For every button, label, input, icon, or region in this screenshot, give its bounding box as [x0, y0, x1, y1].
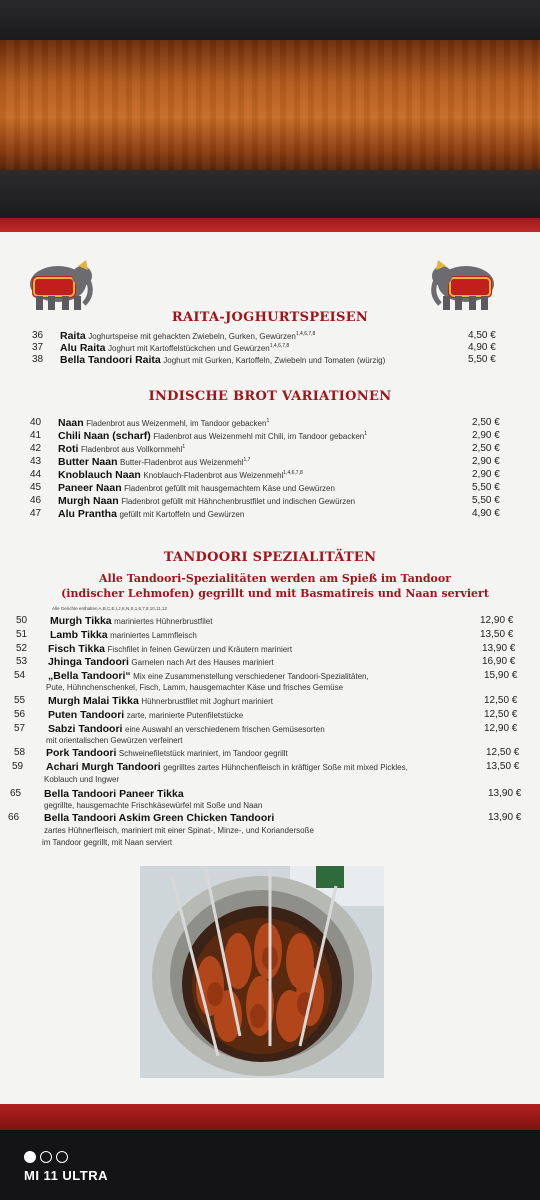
- menu-item: [0, 788, 540, 802]
- section-subtitle-line1: Alle Tandoori-Spezialitäten werden am Spieß im Tandoor: [99, 572, 451, 585]
- menu-binder-edge: [0, 170, 540, 220]
- item-number: 66: [8, 812, 20, 823]
- item-name: Knoblauch Naan: [58, 469, 141, 481]
- item-description: Joghurtspeise mit gehackten Zwiebeln, Gurken, Gewürzen: [88, 332, 296, 341]
- tandoor-oven-photo: [140, 866, 384, 1078]
- item-number: 37: [32, 342, 44, 353]
- menu-item: [0, 469, 540, 483]
- allergen-marker: 1,4,6,7,8: [283, 470, 303, 476]
- allergen-marker: 1: [266, 418, 270, 424]
- item-price: 2,50 €: [472, 417, 500, 428]
- item-description: Fischfilet in feinen Gewürzen und Kräutern mariniert: [107, 645, 293, 654]
- menu-item: [0, 482, 540, 496]
- item-description-line2: mit orientalischen Gewürzen verfeinert: [46, 736, 183, 745]
- section-title-tandoori: TANDOORI SPEZIALITÄTEN: [163, 550, 377, 565]
- menu-item: [0, 761, 540, 775]
- item-number: 53: [16, 656, 28, 667]
- item-price: 12,50 €: [484, 695, 518, 706]
- item-name: Naan: [58, 417, 84, 429]
- item-description: eine Auswahl an verschiedenem frischen Gemüsesorten: [125, 725, 325, 734]
- item-description: zarte, marinierte Putenfiletstücke: [126, 711, 244, 720]
- item-description: Joghurt mit Gurken, Kartoffeln, Zwiebeln und Tomaten (würzig): [163, 356, 386, 365]
- item-price: 4,50 €: [468, 330, 496, 341]
- item-number: 50: [16, 615, 28, 626]
- elephant-right-icon: [430, 256, 502, 314]
- menu-item: [0, 670, 540, 684]
- item-description: Hühnerbrustfilet mit Joghurt mariniert: [141, 697, 273, 706]
- item-name: Puten Tandoori: [48, 709, 125, 721]
- item-description: Butter-Fladenbrot aus Weizenmehl: [120, 458, 244, 467]
- binder-bottom: [0, 1130, 540, 1200]
- item-name: Paneer Naan: [58, 482, 122, 494]
- item-description: Fladenbrot gefüllt mit hausgemachtem Käse und Gewürzen: [124, 484, 335, 493]
- item-number: 45: [30, 482, 42, 493]
- item-price: 12,50 €: [486, 747, 520, 758]
- item-description: Joghurt mit Kartoffelstückchen und Gewürzen: [108, 344, 270, 353]
- item-number: 52: [16, 643, 28, 654]
- item-name: Bella Tandoori Askim Green Chicken Tandoori: [44, 812, 275, 824]
- item-price: 13,50 €: [480, 629, 514, 640]
- tandoor-chicken-image: [140, 866, 384, 1078]
- item-price: 4,90 €: [468, 342, 496, 353]
- item-description: Fladenbrot gefüllt mit Hähnchenbrustfilet und indischen Gewürzen: [121, 497, 356, 506]
- item-number: 38: [32, 354, 44, 365]
- item-price: 2,90 €: [472, 430, 500, 441]
- allergen-marker: 1,4,6,7,8: [295, 331, 316, 337]
- item-description-line2: Pute, Hühnchenschenkel, Fisch, Lamm, hausgemachter Käse und frisches Gemüse: [46, 683, 344, 692]
- dot-icon: [40, 1151, 52, 1163]
- menu-item: [0, 417, 540, 431]
- item-price: 5,50 €: [472, 482, 500, 493]
- item-name: Roti: [58, 443, 79, 455]
- item-name: Lamb Tikka: [50, 629, 108, 641]
- menu-item: [0, 443, 540, 457]
- item-number: 47: [30, 508, 42, 519]
- item-description: Garnelen nach Art des Hauses mariniert: [131, 658, 274, 667]
- item-number: 65: [10, 788, 22, 799]
- menu-item: [0, 629, 540, 643]
- item-number: 43: [30, 456, 42, 467]
- allergen-marker: 1: [182, 444, 186, 450]
- item-price: 13,90 €: [482, 643, 516, 654]
- item-name: „Bella Tandoori“: [48, 670, 131, 682]
- item-description-line2: gegrillte, hausgemachte Frischkäsewürfel mit Soße und Naan: [44, 801, 263, 810]
- item-name: Fisch Tikka: [48, 643, 106, 655]
- item-price: 13,50 €: [486, 761, 520, 772]
- item-number: 36: [32, 330, 44, 341]
- menu-item: [0, 695, 540, 709]
- item-name: Achari Murgh Tandoori: [46, 761, 161, 773]
- allergen-marker: 1,4,6,7,8: [269, 343, 290, 349]
- item-price: 13,90 €: [488, 788, 522, 799]
- menu-item: [0, 456, 540, 470]
- allergen-marker: 1: [364, 431, 367, 437]
- item-description: Schweinefiletstück mariniert, im Tandoor gegrillt: [118, 749, 288, 758]
- item-number: 54: [14, 670, 26, 681]
- item-price: 12,90 €: [484, 723, 518, 734]
- item-name: Bella Tandoori Raita: [60, 354, 161, 366]
- sheet-border-top: [0, 218, 540, 232]
- menu-item: [0, 723, 540, 737]
- item-description: mariniertes Lammfleisch: [110, 631, 197, 640]
- item-number: 46: [30, 495, 42, 506]
- item-name: Butter Naan: [58, 456, 118, 468]
- item-description: Knoblauch-Fladenbrot aus Weizenmehl: [143, 471, 284, 480]
- item-description-line2: Koblauch und Ingwer: [44, 775, 120, 784]
- camera-watermark-dots: [24, 1150, 72, 1168]
- item-name: Sabzi Tandoori: [48, 723, 123, 735]
- item-number: 58: [14, 747, 26, 758]
- item-number: 56: [14, 709, 26, 720]
- item-number: 41: [30, 430, 42, 441]
- menu-item: [0, 354, 540, 368]
- allergen-note: Alle Gerichte enthalten A,B,C,E,I,J,K,N,S,1,6,7,8,10,11,12: [52, 606, 167, 611]
- camera-watermark-brand: MI 11 ULTRA: [24, 1168, 108, 1183]
- item-price: 4,90 €: [472, 508, 500, 519]
- item-name: Jhinga Tandoori: [48, 656, 129, 668]
- item-name: Alu Raita: [60, 342, 106, 354]
- item-price: 12,50 €: [484, 709, 518, 720]
- item-name: Murgh Naan: [58, 495, 119, 507]
- item-name: Pork Tandoori: [46, 747, 117, 759]
- item-price: 2,50 €: [472, 443, 500, 454]
- item-number: 40: [30, 417, 42, 428]
- menu-item: [0, 812, 540, 826]
- item-description: Mix eine Zusammenstellung verschiedener Tandoori-Spezialitäten,: [133, 672, 369, 681]
- elephant-left-icon: [22, 256, 94, 314]
- item-description: Fladenbrot aus Vollkornmehl: [80, 445, 183, 454]
- menu-item: [0, 709, 540, 723]
- item-price: 12,90 €: [480, 615, 514, 626]
- menu-item: [0, 508, 540, 522]
- section-subtitle-line2: (indischer Lehmofen) gegrillt und mit Basmatireis und Naan serviert: [61, 587, 489, 600]
- item-description: gefüllt mit Kartoffeln und Gewürzen: [119, 510, 245, 519]
- item-description: gegrilltes zartes Hühnchenfleisch in kräftiger Soße mit mixed Pickles,: [163, 763, 408, 772]
- item-description-line2: zartes Hühnerfleisch, mariniert mit einer Spinat-, Minze-, und Koriandersoße: [44, 826, 314, 835]
- item-number: 59: [12, 761, 24, 772]
- item-price: 2,90 €: [472, 456, 500, 467]
- item-description: Fladenbrot aus Weizenmehl mit Chili, im Tandoor gebacken: [153, 432, 365, 441]
- item-price: 15,90 €: [484, 670, 518, 681]
- item-name: Bella Tandoori Paneer Tikka: [44, 788, 184, 800]
- item-name: Alu Prantha: [58, 508, 117, 520]
- menu-item: [0, 643, 540, 657]
- sheet-border-bottom: [0, 1104, 540, 1132]
- menu-item: [0, 430, 540, 444]
- dot-icon: [56, 1151, 68, 1163]
- item-price: 16,90 €: [482, 656, 516, 667]
- item-price: 5,50 €: [468, 354, 496, 365]
- item-number: 55: [14, 695, 26, 706]
- item-name: Chili Naan (scharf): [58, 430, 151, 442]
- section-title-brot: INDISCHE BROT VARIATIONEN: [148, 389, 392, 404]
- item-number: 44: [30, 469, 42, 480]
- menu-item: [0, 656, 540, 670]
- section-title-raita: RAITA-JOGHURTSPEISEN: [171, 310, 369, 325]
- item-description-line3: im Tandoor gegrillt, mit Naan serviert: [42, 838, 173, 847]
- item-number: 57: [14, 723, 26, 734]
- menu-item: [0, 615, 540, 629]
- item-price: 2,90 €: [472, 469, 500, 480]
- item-description: mariniertes Hühnerbrustfilet: [114, 617, 213, 626]
- item-name: Murgh Malai Tikka: [48, 695, 139, 707]
- item-description: Fladenbrot aus Weizenmehl, im Tandoor gebacken: [86, 419, 267, 428]
- item-name: Raita: [60, 330, 86, 342]
- dot-icon: [24, 1151, 36, 1163]
- allergen-marker: 1,7: [243, 457, 251, 463]
- item-number: 42: [30, 443, 42, 454]
- item-number: 51: [16, 629, 28, 640]
- menu-item: [0, 495, 540, 509]
- wooden-table: [0, 40, 540, 180]
- menu-item: [0, 747, 540, 761]
- item-price: 13,90 €: [488, 812, 522, 823]
- item-name: Murgh Tikka: [50, 615, 112, 627]
- item-price: 5,50 €: [472, 495, 500, 506]
